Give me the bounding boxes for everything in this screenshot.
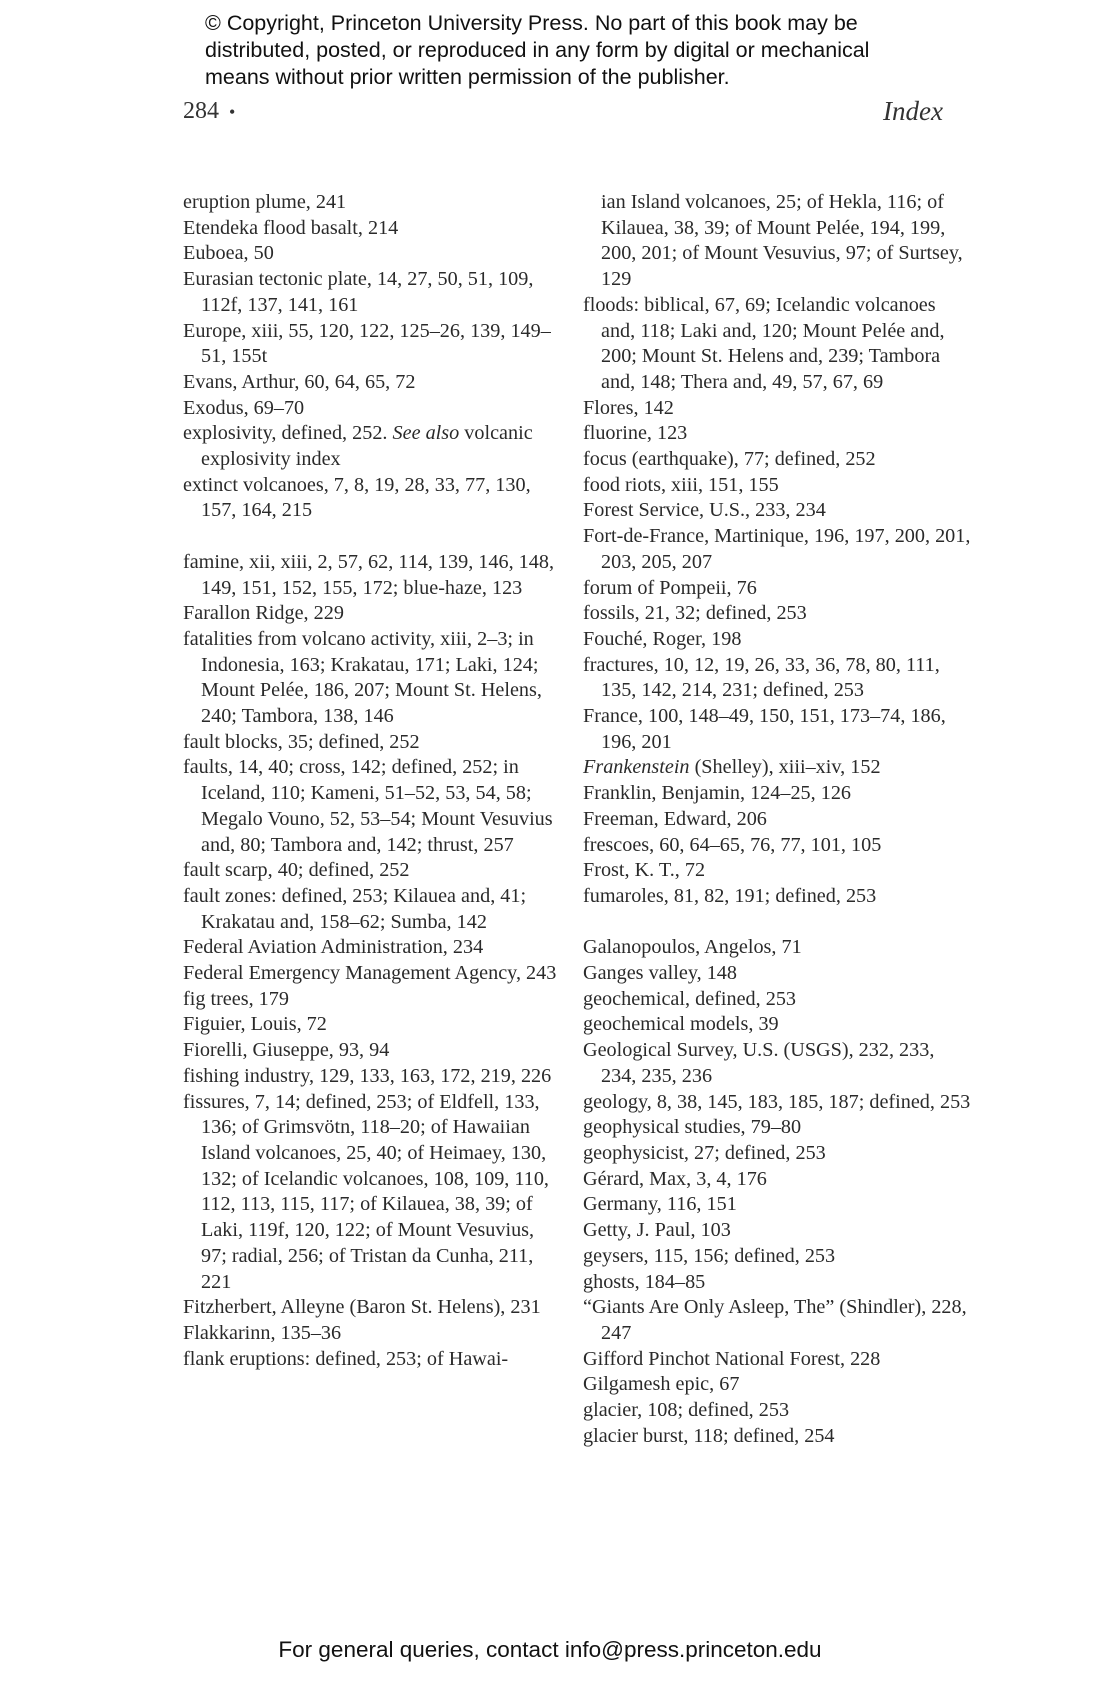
- index-entry: [583, 884, 973, 910]
- index-entry: [583, 987, 973, 1013]
- index-entry-text: explosivity, defined, 252.: [183, 422, 393, 445]
- letter-group-gap: [183, 524, 563, 550]
- index-entry-text: Etendeka flood basalt, 214: [183, 216, 399, 239]
- index-entry: [583, 1192, 973, 1218]
- index-entry-text: extinct volcanoes, 7, 8, 19, 28, 33, 77, 130, 157, 164, 215: [183, 473, 531, 522]
- index-entry: [583, 396, 973, 422]
- index-entry: [183, 421, 563, 472]
- index-entry: [583, 1167, 973, 1193]
- index-entry-text: geochemical, defined, 253: [583, 987, 797, 1010]
- index-entry-text: Europe, xiii, 55, 120, 122, 125–26, 139, 149–51, 155t: [183, 319, 551, 368]
- index-entry: [583, 421, 973, 447]
- index-entry-text: Evans, Arthur, 60, 64, 65, 72: [183, 370, 416, 393]
- index-entry: [183, 190, 563, 216]
- index-entry: [583, 1372, 973, 1398]
- index-entry: [183, 961, 563, 987]
- index-entry: [183, 884, 563, 935]
- index-entry: [583, 601, 973, 627]
- index-entry-text: flank eruptions: defined, 253; of Hawai-: [183, 1347, 509, 1370]
- index-entry-text: fractures, 10, 12, 19, 26, 33, 36, 78, 80, 111, 135, 142, 214, 231; defined, 253: [583, 653, 940, 702]
- index-entry-text: Geological Survey, U.S. (USGS), 232, 233, 234, 235, 236: [583, 1039, 935, 1087]
- index-entry-text: eruption plume, 241: [183, 191, 347, 213]
- index-entry: [583, 1141, 973, 1167]
- index-entry-text: Fitzherbert, Alleyne (Baron St. Helens), 231: [183, 1296, 541, 1319]
- index-entry-text: Freeman, Edward, 206: [583, 807, 767, 830]
- index-entry: [183, 550, 563, 601]
- index-entry: [183, 241, 563, 267]
- index-entry: [583, 627, 973, 653]
- index-entry-text: glacier burst, 118; defined, 254: [583, 1424, 835, 1447]
- index-entry-text: Ganges valley, 148: [583, 962, 737, 985]
- index-entry-text: geology, 8, 38, 145, 183, 185, 187; defined, 253: [583, 1090, 971, 1113]
- index-entry-text: Gérard, Max, 3, 4, 176: [583, 1167, 767, 1190]
- index-entry-text: France, 100, 148–49, 150, 151, 173–74, 186, 196, 201: [583, 705, 946, 753]
- index-entry-text: forum of Pompeii, 76: [583, 576, 757, 599]
- index-entry-text: fig trees, 179: [183, 987, 289, 1010]
- index-entry: [583, 473, 973, 499]
- index-entry-text: Forest Service, U.S., 233, 234: [583, 499, 826, 522]
- index-entry: [583, 1244, 973, 1270]
- index-entry-text-after: volcanic explosivity index: [201, 422, 533, 471]
- contact-footer: For general queries, contact info@press.princeton.edu: [278, 1637, 822, 1662]
- index-entry-text: floods: biblical, 67, 69; Icelandic volcanoes and, 118; Laki and, 120; Mount Pelée and, 200; Mount St. Helens and, 239; Tambora and, 148; Thera and, 49, 57, 67, 69: [583, 293, 945, 393]
- index-entry: [183, 396, 563, 422]
- index-entry-text: fault scarp, 40; defined, 252: [183, 859, 410, 882]
- index-entry: [583, 755, 973, 781]
- index-entry-text: famine, xii, xiii, 2, 57, 62, 114, 139, 146, 148, 149, 151, 152, 155, 172; blue-haze, 123: [183, 550, 555, 599]
- index-entry-text: Flakkarinn, 135–36: [183, 1321, 342, 1344]
- index-entry-italic: See also: [392, 422, 460, 445]
- index-entry-text: Fouché, Roger, 198: [583, 627, 742, 650]
- index-entry: [183, 267, 563, 318]
- index-entry-text: fluorine, 123: [583, 422, 688, 445]
- copyright-line: distributed, posted, or reproduced in any form by digital or mechanical: [205, 38, 870, 62]
- index-entry-text: Eurasian tectonic plate, 14, 27, 50, 51, 109, 112f, 137, 141, 161: [183, 268, 534, 316]
- index-entry-text: fatalities from volcano activity, xiii, 2–3; in Indonesia, 163; Krakatau, 171; Laki, 124; Mount Pelée, 186, 207; Mount St. Helens, 240; Tambora, 138, 146: [183, 627, 542, 728]
- index-entry: [183, 1090, 563, 1296]
- index-entry-text: Germany, 116, 151: [583, 1193, 737, 1216]
- index-entry: [583, 833, 973, 859]
- index-entry: [183, 755, 563, 858]
- index-entry: [183, 473, 563, 524]
- index-entry: [583, 1012, 973, 1038]
- index-entry: [583, 1398, 973, 1424]
- index-entry-text: Fiorelli, Giuseppe, 93, 94: [183, 1039, 390, 1062]
- index-entry: [583, 1115, 973, 1141]
- index-entry: [583, 1347, 973, 1373]
- running-head: [183, 96, 943, 130]
- index-entry-text: geophysical studies, 79–80: [583, 1116, 802, 1139]
- index-entry: [583, 653, 973, 704]
- index-entry: [183, 1295, 563, 1321]
- page-number: 284: [183, 98, 219, 124]
- index-entry-text: Gifford Pinchot National Forest, 228: [583, 1347, 881, 1370]
- index-entry: [583, 935, 973, 961]
- index-entry-text: glacier, 108; defined, 253: [583, 1399, 790, 1422]
- index-entry-italic: Frankenstein: [583, 756, 690, 779]
- index-entry-text: ghosts, 184–85: [583, 1270, 706, 1293]
- index-entry-text: geochemical models, 39: [583, 1013, 779, 1036]
- copyright-notice: [205, 10, 1025, 91]
- index-entry: [183, 858, 563, 884]
- index-entry: [583, 1295, 973, 1346]
- index-column-right: [583, 190, 973, 1449]
- index-entry-text: ian Island volcanoes, 25; of Hekla, 116; of Kilauea, 38, 39; of Mount Pelée, 194, 199, 200, 201; of Mount Vesuvius, 97; of Surtsey, 129: [601, 191, 963, 291]
- index-entry: [583, 293, 973, 396]
- index-entry: [183, 935, 563, 961]
- index-entry: [583, 961, 973, 987]
- index-entry: [583, 524, 973, 575]
- index-entry: [183, 216, 563, 242]
- index-entry: [183, 601, 563, 627]
- page-number-bullet: •: [229, 102, 236, 122]
- index-entry-text: fissures, 7, 14; defined, 253; of Eldfell, 133, 136; of Grimsvötn, 118–20; of Hawaiian Island volcanoes, 25, 40; of Heimaey, 130, 132; of Icelandic volcanoes, 108, 109, 110, 112, 113, 115, 117; of Kilauea, 38, 39; of Laki, 119f, 120, 122; of Mount Vesuvius, 97; radial, 256; of Tristan da Cunha, 211, 221: [183, 1090, 549, 1293]
- index-entry-text: fault blocks, 35; defined, 252: [183, 730, 420, 753]
- index-entry-text: fossils, 21, 32; defined, 253: [583, 602, 807, 625]
- index-entry-text-after: (Shelley), xiii–xiv, 152: [689, 756, 881, 779]
- index-entry-text: Frost, K. T., 72: [583, 859, 706, 882]
- index-entry-text: Getty, J. Paul, 103: [583, 1219, 731, 1242]
- index-entry: [583, 1090, 973, 1116]
- index-entry: [183, 987, 563, 1013]
- index-entry-text: Exodus, 69–70: [183, 396, 305, 419]
- index-entry: [583, 1218, 973, 1244]
- index-entry: [183, 1038, 563, 1064]
- index-entry: [583, 807, 973, 833]
- index-entry: [583, 190, 973, 293]
- index-entry: [183, 1321, 563, 1347]
- index-entry-text: focus (earthquake), 77; defined, 252: [583, 448, 876, 471]
- index-column-left: [183, 190, 563, 1372]
- copyright-line: © Copyright, Princeton University Press. No part of this book may be: [205, 11, 858, 35]
- index-entry: [183, 319, 563, 370]
- index-entry-text: “Giants Are Only Asleep, The” (Shindler), 228, 247: [583, 1296, 967, 1344]
- index-entry-text: Federal Emergency Management Agency, 243: [183, 962, 557, 985]
- index-entry-text: food riots, xiii, 151, 155: [583, 473, 779, 496]
- index-entry-text: Franklin, Benjamin, 124–25, 126: [583, 782, 852, 805]
- index-entry-text: geysers, 115, 156; defined, 253: [583, 1244, 836, 1267]
- index-entry-text: Gilgamesh epic, 67: [583, 1373, 740, 1396]
- index-entry-text: Galanopoulos, Angelos, 71: [583, 936, 802, 959]
- index-entry: [583, 498, 973, 524]
- index-entry: [583, 576, 973, 602]
- index-entry: [583, 1424, 973, 1450]
- index-entry-text: frescoes, 60, 64–65, 76, 77, 101, 105: [583, 833, 882, 856]
- index-entry: [183, 1347, 563, 1373]
- index-entry-text: fumaroles, 81, 82, 191; defined, 253: [583, 884, 877, 907]
- index-entry: [583, 1038, 973, 1089]
- copyright-line: means without prior written permission of the publisher.: [205, 65, 730, 89]
- index-entry-text: Fort-de-France, Martinique, 196, 197, 200, 201, 203, 205, 207: [583, 525, 971, 573]
- index-entry-text: Federal Aviation Administration, 234: [183, 936, 484, 959]
- letter-group-gap: [583, 910, 973, 936]
- index-entry-text: Flores, 142: [583, 396, 674, 419]
- index-entry: [183, 1064, 563, 1090]
- index-entry-text: Farallon Ridge, 229: [183, 602, 344, 625]
- index-entry: [583, 781, 973, 807]
- page-number-group: [183, 98, 235, 125]
- index-entry: [583, 447, 973, 473]
- section-title: Index: [883, 96, 943, 126]
- index-entry-text: fishing industry, 129, 133, 163, 172, 219, 226: [183, 1064, 552, 1087]
- index-entry: [183, 1012, 563, 1038]
- index-entry: [583, 1270, 973, 1296]
- index-entry-text: Euboea, 50: [183, 242, 274, 265]
- index-entry-text: fault zones: defined, 253; Kilauea and, 41; Krakatau and, 158–62; Sumba, 142: [183, 884, 527, 933]
- index-entry-text: Figuier, Louis, 72: [183, 1013, 327, 1036]
- index-entry-text: faults, 14, 40; cross, 142; defined, 252; in Iceland, 110; Kameni, 51–52, 53, 54, 58; Megalo Vouno, 52, 53–54; Mount Vesuvius and, 80; Tambora and, 142; thrust, 257: [183, 756, 553, 856]
- index-entry-text: geophysicist, 27; defined, 253: [583, 1142, 826, 1164]
- index-entry: [583, 704, 973, 755]
- index-entry: [183, 627, 563, 730]
- index-entry: [583, 858, 973, 884]
- index-entry: [183, 370, 563, 396]
- index-entry: [183, 730, 563, 756]
